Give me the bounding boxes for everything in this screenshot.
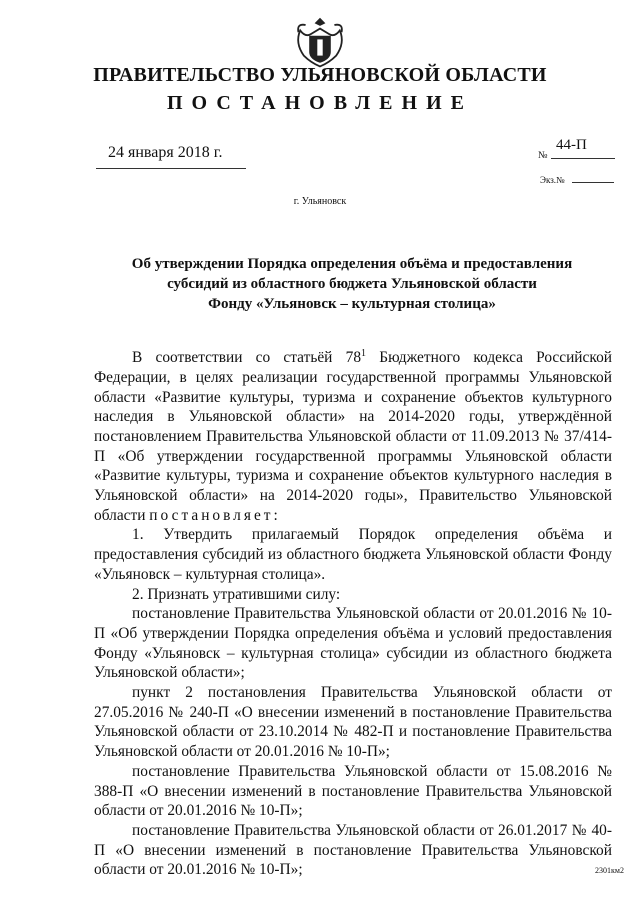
- preamble-text: Бюджетного кодекса Российской Федерации, в целях реализации государственной программы Ульяновской области «Развитие культуры, туризма и сохранение объектов культурного наследия в Ульяновской области» на 2014-2020 годы, утверждённой постановлением Правительства Ульяновской области от 11.09.2013 № 37/414-П «Об утверждении государственной программы Ульяновской области «Развитие культуры, туризма и сохранение объектов культурного наследия в Ульяновской области» на 2014-2020 годы», Правительство Ульяновской области: [94, 349, 612, 524]
- title-line: субсидий из областного бюджета Ульяновской области: [167, 276, 537, 292]
- paragraph-repeal: постановление Правительства Ульяновской области от 15.08.2016 № 388-П «О внесении изменений в постановление Правительства Ульяновской области от 20.01.2016 № 10-П»;: [94, 762, 612, 820]
- title-line: Об утверждении Порядка определения объёма и предоставления: [131, 256, 573, 272]
- article-superscript: 1: [361, 348, 367, 359]
- footer-code: 2301км2: [595, 866, 624, 875]
- number-label: №: [538, 150, 548, 161]
- decree-word: постановляет: [149, 506, 274, 524]
- resolution-title: [112, 254, 592, 314]
- city-label: г. Ульяновск: [293, 196, 347, 207]
- title-line: Фонду «Ульяновск – культурная столица»: [208, 296, 496, 312]
- number-underline: [551, 158, 615, 159]
- preamble-text: В соответствии со статьёй 78: [132, 349, 362, 367]
- paragraph-item-1: 1. Утвердить прилагаемый Порядок определения объёма и предоставления субсидий из областного бюджета Ульяновской области Фонду «Ульяновск – культурная столица».: [94, 526, 612, 583]
- paragraph-preamble: [94, 344, 612, 525]
- preamble-end: :: [273, 506, 278, 524]
- date-underline: [96, 168, 246, 169]
- copy-label: Экз.№: [540, 175, 565, 185]
- organization-title: ПРАВИТЕЛЬСТВО УЛЬЯНОВСКОЙ ОБЛАСТИ: [93, 64, 547, 86]
- paragraph-item-2: 2. Признать утратившими силу:: [132, 585, 341, 603]
- document-body: [94, 344, 612, 880]
- document-date: 24 января 2018 г.: [108, 144, 223, 161]
- document-number: 44-П: [556, 137, 587, 153]
- coat-of-arms-emblem-icon: [293, 16, 347, 70]
- copy-underline: [572, 182, 614, 183]
- paragraph-repeal: пункт 2 постановления Правительства Ульяновской области от 27.05.2016 № 240-П «О внесении изменений в постановление Правительства Ульяновской области от 23.10.2014 № 482-П и постановление Правительства Ульяновской области от 20.01.2016 № 10-П»;: [94, 684, 612, 761]
- paragraph-repeal: постановление Правительства Ульяновской области от 26.01.2017 № 40-П «О внесении изменений в постановление Правительства Ульяновской области от 20.01.2016 № 10-П»;: [94, 822, 612, 879]
- document-type: ПОСТАНОВЛЕНИЕ: [167, 92, 473, 114]
- paragraph-repeal: постановление Правительства Ульяновской области от 20.01.2016 № 10-П «Об утверждении Порядка определения объёма и условий предоставления Фонду «Ульяновск – культурная столица» субсидии из областного бюджета Ульяновской области»;: [94, 605, 612, 682]
